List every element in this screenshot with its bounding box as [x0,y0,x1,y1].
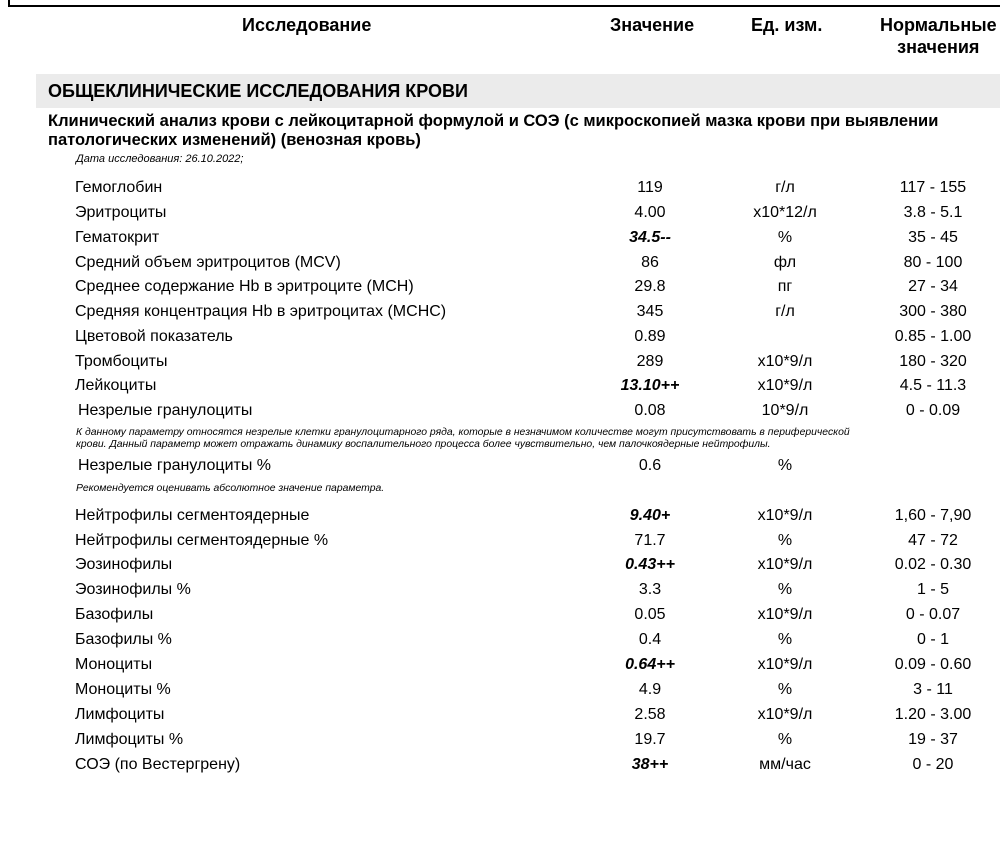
row-name: Базофилы % [75,631,172,648]
row-name: Незрелые гранулоциты [78,402,253,419]
row-value: 0.89 [634,328,666,345]
row-name: Тромбоциты [75,353,168,370]
row-value-flagged: 38++ [631,756,669,773]
table-row [0,275,1000,299]
row-unit: х10*12/л [753,204,817,221]
note-line: К данному параметру относятся незрелые клетки гранулоцитарного ряда, которые в незначимом количестве могут присутствовать в периферической [76,427,850,438]
row-name: Среднее содержание Hb в эритроците (MCH) [75,278,414,295]
row-value: 71.7 [634,532,666,549]
row-unit: х10*9/л [757,507,813,524]
row-value-flagged: 13.10++ [620,377,680,394]
row-range: 3.8 - 5.1 [903,204,963,221]
row-range: 3 - 11 [913,681,953,698]
table-row [0,350,1000,374]
row-name: Лимфоциты % [75,731,184,748]
row-value: 0.08 [634,402,666,419]
table-row [0,728,1000,752]
row-name: Средняя концентрация Hb в эритроцитах (MCHC) [75,303,447,320]
row-value: 119 [637,179,663,196]
table-row [0,251,1000,275]
row-unit: х10*9/л [757,353,813,370]
row-unit: % [777,532,793,549]
row-unit: х10*9/л [757,556,813,573]
table-row [0,553,1000,577]
table-row [0,325,1000,349]
table-row [0,529,1000,553]
row-value: 0.6 [638,457,662,474]
row-range: 300 - 380 [899,303,967,320]
header-unit: Ед. изм. [751,15,823,35]
row-value-flagged: 0.64++ [625,656,675,673]
row-range: 0 - 0.09 [905,402,961,419]
row-value-flagged: 34.5-- [629,229,671,246]
row-unit: х10*9/л [757,706,813,723]
row-value: 3.3 [638,581,662,598]
row-unit: % [777,631,793,648]
header-range-line2: значения [897,37,980,57]
row-value: 289 [636,353,664,370]
table-row [0,678,1000,702]
row-range: 0.85 - 1.00 [894,328,972,345]
table-row [0,201,1000,225]
row-name: Лейкоциты [75,377,157,394]
row-range: 27 - 34 [908,278,958,295]
table-row [0,374,1000,398]
note-recommendation: Рекомендуется оценивать абсолютное значение параметра. [76,483,385,494]
row-name: Нейтрофилы сегментоядерные % [75,532,329,549]
row-value: 0.4 [638,631,662,648]
row-unit: г/л [775,303,795,320]
row-unit: % [777,731,793,748]
row-unit: % [777,229,793,246]
table-row [0,176,1000,200]
row-range: 1 - 5 [916,581,949,598]
row-range: 0 - 0.07 [905,606,961,623]
table-row [0,399,1000,423]
row-range: 117 - 155 [899,179,967,196]
row-value: 4.9 [638,681,662,698]
row-name: СОЭ (по Вестергрену) [75,756,241,773]
row-range: 80 - 100 [903,254,963,271]
row-name: Базофилы [75,606,154,623]
header-range-line1: Нормальные [880,15,997,35]
row-unit: г/л [775,179,795,196]
row-name: Средний объем эритроцитов (MCV) [75,254,341,271]
row-name: Гемоглобин [75,179,163,196]
row-range: 0 - 20 [912,756,954,773]
row-unit: пг [777,278,793,295]
row-range: 35 - 45 [908,229,958,246]
note-line: крови. Данный параметр может отражать динамику воспалительного процесса более чувствительно, чем палочкоядерные нейтрофилы. [76,439,771,450]
row-value: 29.8 [634,278,666,295]
table-row [0,603,1000,627]
row-name: Лимфоциты [75,706,165,723]
row-range: 0 - 1 [916,631,949,648]
table-row [0,300,1000,324]
row-value: 86 [641,254,659,271]
row-name: Гематокрит [75,229,160,246]
row-value: 2.58 [634,706,666,723]
row-name: Моноциты [75,656,153,673]
row-value: 0.05 [634,606,666,623]
row-unit: 10*9/л [761,402,809,419]
row-value-flagged: 9.40+ [629,507,671,524]
table-row [0,653,1000,677]
row-range: 180 - 320 [899,353,967,370]
row-unit: % [777,581,793,598]
row-name: Незрелые гранулоциты % [78,457,272,474]
table-row [0,454,1000,478]
row-name: Цветовой показатель [75,328,233,345]
test-title-line1: Клинический анализ крови с лейкоцитарной формулой и СОЭ (с микроскопией мазка крови при выявлении [48,112,939,130]
header-study: Исследование [242,15,372,35]
test-title-line2: патологических изменений) (венозная кровь) [48,131,421,149]
row-range: 47 - 72 [908,532,958,549]
section-title: ОБЩЕКЛИНИЧЕСКИЕ ИССЛЕДОВАНИЯ КРОВИ [48,81,468,101]
row-name: Нейтрофилы сегментоядерные [75,507,310,524]
table-row [0,703,1000,727]
row-unit: х10*9/л [757,656,813,673]
row-unit: % [777,457,793,474]
row-value: 4.00 [634,204,666,221]
table-row [0,578,1000,602]
study-date: Дата исследования: 26.10.2022; [76,153,244,165]
row-unit: х10*9/л [757,606,813,623]
table-row [0,504,1000,528]
row-name: Эритроциты [75,204,167,221]
row-unit: % [777,681,793,698]
header-value: Значение [610,15,695,35]
note-immature-granulocytes [76,427,1000,451]
table-row [0,753,1000,777]
row-range: 19 - 37 [908,731,958,748]
row-unit: фл [773,254,797,271]
row-value-flagged: 0.43++ [625,556,675,573]
row-range: 4.5 - 11.3 [899,377,967,394]
table-row [0,226,1000,250]
row-unit: мм/час [759,756,811,773]
row-name: Эозинофилы [75,556,173,573]
table-row [0,628,1000,652]
row-unit: х10*9/л [757,377,813,394]
row-range: 1.20 - 3.00 [894,706,972,723]
row-range: 0.02 - 0.30 [894,556,972,573]
row-name: Эозинофилы % [75,581,191,598]
row-name: Моноциты % [75,681,171,698]
row-range: 1,60 - 7,90 [894,507,972,524]
row-range: 0.09 - 0.60 [894,656,972,673]
row-value: 19.7 [634,731,666,748]
row-value: 345 [636,303,664,320]
